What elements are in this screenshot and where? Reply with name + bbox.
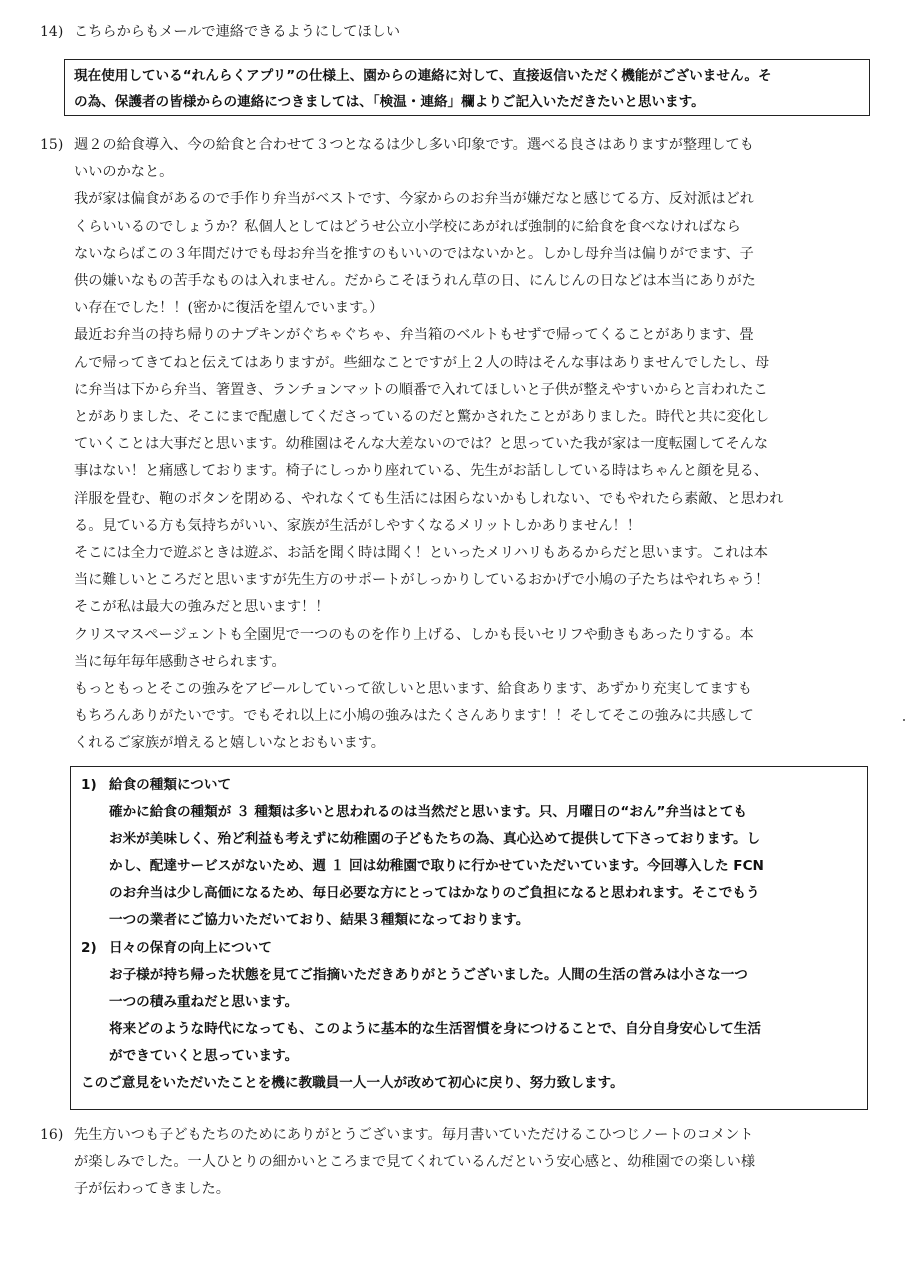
question-text [74,132,870,758]
text-line: そこには全力で遊ぶときは遊ぶ、お話を聞く時は聞く！といったメリハリもあるからだと思います。これは本 [74,545,768,562]
text-line: くれるご家族が増えると嬉しいなとおもいます。 [74,735,385,752]
answer-line: お子様が持ち帰った状態を見てご指摘いただきありがとうございました。人間の生活の営みは小さな一つ [109,966,748,983]
text-line: 事はない！と痛感しております。椅子にしっかり座れている、先生がお話ししている時はちゃんと顔を見る、 [74,463,769,480]
answer-section-body [109,799,857,934]
text-line: 週２の給食導入、今の給食と合わせて３つとなるは少し多い印象です。選べる良さはありますが整理しても [74,137,754,153]
text-line: 先生方いつも子どもたちのためにありがとうございます。毎月書いていただけるこひつじノートのコメント [74,1127,754,1143]
item-14 [40,19,870,46]
answer-line: 確かに給食の種類が ３ 種類は多いと思われるのは当然だと思います。只、月曜日の“おん”弁当はとても [109,804,747,821]
answer-line: 一つの積み重ねだと思います。 [109,993,299,1010]
text-line: 子が伝わってきました。 [74,1181,230,1198]
text-line: る。見ている方も気持ちがいい、家族が生活がしやすくなるメリットしかありません！！ [74,517,641,534]
answer-line: お米が美味しく、殆ど利益も考えずに幼稚園の子どもたちの為、真心込めて提供して下さっております。し [109,831,761,848]
answer-closing: このご意見をいただいたことを機に教職員一人一人が改めて初心に戻り、努力致します。 [81,1075,624,1092]
answer-box-14 [64,59,870,116]
text-line: が楽しみでした。一人ひとりの細かいところまで見てくれているんだという安心感と、幼稚園での楽しい様 [74,1154,756,1171]
question-text [74,1122,870,1204]
question-text [74,19,870,46]
text-line: クリスマスページェントも全園児で一つのものを作り上げる、しかも長いセリフや動きもあったりする。本 [74,626,754,643]
text-line: ていくことは大事だと思います。幼稚園はそんな大差ないのでは？と思っていた我が家は一度転園してそんな [74,436,769,453]
text-line: とがありました、そこにまで配慮してくださっているのだと驚かされたことがありました。時代と共に変化し [74,409,770,426]
text-line: い存在でした！！(密かに復活を望んでいます。） [74,300,384,317]
text-line: もっともっとそこの強みをアピールしていって欲しいと思います、給食あります、あずかり充実してますも [74,681,752,698]
text-line: 我が家は偏食があるので手作り弁当がベストです、今家からのお弁当が嫌だなと感じてる方、反対派はどれ [74,191,754,208]
answer-line: 現在使用している“れんらくアプリ”の仕様上、園からの連絡に対して、直接返信いただく機能がございません。そ [74,68,772,84]
answer-section-heading [81,772,857,799]
text-line: こちらからもメールで連絡できるようにしてほしい [74,24,401,40]
answer-line: ができていくと思っています。 [109,1047,299,1064]
text-line: もちろんありがたいです。でもそれ以上に小鳩の強みはたくさんあります！！そしてそこの強みに共感して [74,708,754,725]
text-line: 最近お弁当の持ち帰りのナプキンがぐちゃぐちゃ、弁当箱のベルトもせずで帰ってくることがあります、畳 [74,327,754,344]
answer-section-heading [81,935,857,962]
section-number: 2) [81,939,97,956]
text-line: 洋服を畳む、鞄のボタンを閉める、やれなくても生活には困らないかもしれない、でもやれたら素敵、と思われ [74,490,784,507]
item-16 [40,1122,870,1204]
item-15 [40,132,870,758]
text-line: いいのかなと。 [74,164,174,181]
text-line: 供の嫌いなもの苦手なものは入れません。だからこそほうれん草の日、にんじんの日などは本当にありがた [74,273,756,290]
text-line: くらいいるのでしょうか？私個人としてはどうせ公立小学校にあがれば強制的に給食を食べなければなら [74,218,741,235]
answer-line: かし、配達サービスがないため、週 １ 回は幼稚園で取りに行かせていただいています。今回導入した FCN [109,858,764,875]
answer-line: 一つの業者にご協力いただいており、結果３種類になっております。 [109,912,530,929]
section-title: 日々の保育の向上について [109,939,272,956]
section-title: 給食の種類について [109,777,232,793]
item-number: 16) [40,1127,64,1143]
item-number: 15) [40,137,64,153]
answer-line: 将来どのような時代になっても、このように基本的な生活習慣を身につけることで、自分自身安心して生活 [109,1020,761,1037]
answer-section-body [109,962,857,1070]
answer-box-15 [70,766,868,1110]
answer-line: の為、保護者の皆様からの連絡につきましては、「検温・連絡」欄よりご記入いただきたいと思います。 [74,94,705,110]
stray-mark [903,719,905,721]
text-line: そこが私は最大の強みだと思います！！ [74,599,330,616]
answer-line: のお弁当は少し高価になるため、毎日必要な方にとってはかなりのご負担になると思われます。そこでもう [109,885,760,902]
text-line: に弁当は下から弁当、箸置き、ランチョンマットの順番で入れてほしいと子供が整えやすいからと言われたこ [74,381,768,398]
item-number: 14) [40,24,64,40]
text-line: んで帰ってきてねと伝えてはありますが。些細なことですが上２人の時はそんな事はありませんでしたし、母 [74,354,770,371]
section-number: 1) [81,777,97,793]
text-line: 当に難しいところだと思いますが先生方のサポートがしっかりしているおかげで小鳩の子たちはやれちゃう！ [74,572,770,589]
text-line: 当に毎年毎年感動させられます。 [74,653,286,670]
text-line: ないならばこの３年間だけでも母お弁当を推すのもいいのではないかと。しかし母弁当は偏りがでます、子 [74,245,754,262]
